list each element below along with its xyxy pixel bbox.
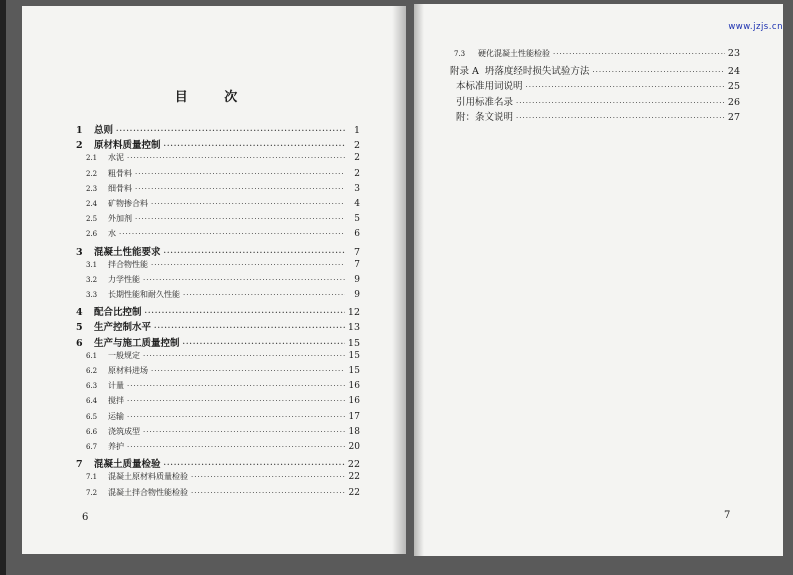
toc-list-right [450, 48, 740, 124]
dot-leader [135, 215, 345, 223]
toc-entry[interactable] [76, 244, 360, 259]
left-page [22, 6, 406, 554]
dot-leader [164, 141, 345, 150]
toc-entry-page: 16 [348, 396, 360, 407]
dot-leader [119, 230, 345, 238]
toc-entry-title: 混凝土性能要求 [94, 246, 161, 258]
toc-entry[interactable] [76, 137, 360, 152]
toc-entry-title: 水泥 [108, 153, 124, 163]
toc-entry-page: 22 [347, 459, 360, 471]
toc-entry-page: 18 [348, 426, 360, 437]
toc-entry-title: 原材料进场 [108, 366, 148, 375]
dot-leader [592, 68, 725, 76]
toc-entry-title: 引用标准名录 [456, 96, 514, 108]
toc-entry[interactable] [76, 228, 360, 243]
page-number-right: 7 [724, 510, 731, 521]
dot-leader [164, 248, 345, 257]
toc-entry[interactable] [76, 411, 360, 426]
toc-entry[interactable] [76, 471, 360, 486]
toc-entry[interactable] [76, 213, 360, 228]
dot-leader [127, 154, 345, 162]
spine-shadow [414, 4, 424, 556]
dot-leader [116, 126, 345, 135]
dot-leader [526, 83, 725, 91]
dot-leader [151, 200, 345, 208]
dot-leader [553, 50, 725, 58]
toc-entry-page: 1 [353, 125, 360, 136]
dot-leader [151, 261, 345, 269]
toc-entry-page: 15 [347, 337, 360, 349]
toc-entry[interactable] [76, 183, 360, 198]
toc-entry-title: 搅拌 [108, 396, 124, 406]
toc-entry[interactable] [76, 289, 360, 304]
toc-entry-title: 生产与施工质量控制 [94, 337, 180, 349]
toc-entry[interactable] [76, 350, 360, 365]
toc-entry-page: 15 [348, 366, 360, 376]
dot-leader [127, 382, 345, 390]
toc-entry-title: 混凝土拌合物性能检验 [108, 487, 188, 497]
toc-entry-title: 混凝土原材料质量检验 [108, 472, 188, 482]
toc-entry-title: 原材料质量控制 [94, 140, 161, 152]
toc-entry[interactable] [76, 335, 360, 350]
toc-entry-title: 外加剂 [108, 214, 132, 224]
toc-entry-number: 2.6 [86, 230, 98, 239]
toc-entry-number: 6.5 [86, 412, 98, 421]
toc-entry-number: 7.1 [86, 473, 98, 482]
dot-leader [135, 185, 345, 193]
toc-entry-page: 25 [727, 81, 740, 93]
toc-entry[interactable] [76, 168, 360, 183]
toc-entry-number: 7.2 [86, 488, 98, 497]
toc-entry[interactable] [76, 441, 360, 456]
toc-entry-number: 3.1 [86, 260, 98, 269]
toc-entry-page: 7 [353, 246, 360, 258]
toc-entry[interactable] [76, 319, 360, 334]
toc-entry[interactable] [76, 198, 360, 213]
toc-entry-title: 矿物掺合料 [108, 198, 148, 208]
toc-entry-page: 2 [353, 140, 360, 152]
toc-entry-page: 26 [727, 96, 740, 108]
toc-entry-number: 6.2 [86, 367, 98, 375]
dot-leader [145, 308, 345, 317]
dot-leader [516, 99, 725, 107]
toc-entry-number: 6.7 [86, 442, 98, 451]
toc-entry-number: 2.5 [86, 215, 98, 224]
dot-leader [154, 323, 345, 332]
toc-entry-number: 1 [76, 125, 83, 136]
toc-entry-title: 水 [108, 229, 116, 239]
toc-entry-number: 2.3 [86, 184, 98, 193]
toc-entry-title: 粗骨料 [108, 168, 132, 178]
toc-entry-page: 9 [354, 274, 360, 285]
toc-entry-page: 3 [354, 183, 360, 194]
toc-entry-page: 4 [354, 198, 360, 209]
toc-entry-page: 9 [354, 290, 360, 301]
toc-entry[interactable] [76, 365, 360, 380]
toc-entry[interactable] [76, 395, 360, 410]
toc-entry-title: 拌合物性能 [108, 259, 148, 269]
toc-entry[interactable] [450, 78, 740, 93]
toc-entry-number: 3.3 [86, 291, 98, 300]
toc-entry-title: 坍落度经时损失试验方法 [484, 66, 590, 78]
dot-leader [191, 489, 345, 497]
page-number-left: 6 [82, 512, 89, 523]
toc-entry-title: 力学性能 [108, 274, 140, 284]
toc-entry[interactable] [76, 426, 360, 441]
dot-leader [191, 473, 345, 481]
toc-entry-number: 4 [76, 307, 83, 319]
toc-entry-page: 22 [348, 472, 360, 483]
toc-entry-title: 附：条文说明 [456, 111, 514, 123]
toc-entry[interactable] [76, 259, 360, 274]
toc-entry-title: 浇筑成型 [108, 426, 140, 436]
toc-entry-page: 2 [354, 168, 360, 179]
dot-leader [516, 114, 725, 122]
toc-entry-number: 5 [76, 322, 83, 334]
toc-entry-number: 7 [76, 459, 83, 471]
toc-entry-page: 6 [354, 229, 360, 240]
toc-entry-number: 6.6 [86, 427, 98, 436]
toc-entry-title: 混凝土质量检验 [94, 459, 161, 471]
toc-entry-number: 2.4 [86, 199, 98, 208]
toc-entry-title: 硬化混凝土性能检验 [478, 49, 550, 58]
toc-entry-number: 附录 A [450, 66, 479, 78]
toc-entry[interactable] [76, 304, 360, 319]
dot-leader [127, 443, 345, 451]
toc-entry[interactable] [450, 94, 740, 109]
toc-entry-page: 15 [348, 350, 360, 361]
toc-entry-page: 2 [354, 153, 360, 164]
toc-entry[interactable] [450, 48, 740, 63]
toc-entry-title: 本标准用词说明 [456, 81, 523, 93]
toc-entry-number: 6.4 [86, 397, 98, 406]
dot-leader [164, 460, 345, 469]
toc-entry-page: 24 [727, 66, 740, 78]
toc-entry-number: 2.2 [86, 169, 98, 178]
toc-entry[interactable] [450, 109, 740, 124]
dot-leader [143, 428, 345, 436]
toc-entry-number: 6 [76, 337, 83, 349]
toc-entry-title: 运输 [108, 411, 124, 421]
toc-entry-title: 配合比控制 [94, 307, 142, 319]
toc-entry-page: 27 [727, 111, 740, 123]
toc-entry-number: 3 [76, 246, 83, 258]
toc-list-left [76, 122, 360, 502]
toc-entry-title: 一般规定 [108, 350, 140, 360]
toc-entry[interactable] [450, 63, 740, 78]
dot-leader [151, 367, 345, 375]
toc-entry-title: 养护 [108, 441, 124, 451]
toc-entry-number: 6.3 [86, 382, 98, 391]
dot-leader [127, 397, 345, 405]
toc-entry[interactable] [76, 152, 360, 167]
toc-entry-title: 生产控制水平 [94, 322, 152, 334]
dot-leader [183, 339, 345, 348]
toc-entry-title: 总则 [94, 125, 114, 136]
toc-entry-page: 13 [347, 322, 360, 334]
toc-entry-page: 17 [348, 411, 360, 422]
dot-leader [143, 276, 345, 284]
toc-entry-number: 7.3 [454, 50, 466, 58]
dot-leader [135, 170, 345, 178]
toc-entry-number: 2.1 [86, 154, 98, 163]
toc-entry-title: 计量 [108, 381, 124, 391]
toc-entry-page: 12 [347, 307, 360, 319]
toc-entry-number: 6.1 [86, 351, 98, 360]
toc-entry-page: 7 [354, 259, 360, 270]
toc-entry-title: 细骨料 [108, 183, 132, 193]
dot-leader [143, 352, 345, 360]
dot-leader [183, 291, 345, 299]
toc-heading: 目 次 [174, 90, 254, 105]
toc-entry-page: 22 [348, 487, 360, 498]
toc-entry-page: 23 [727, 48, 740, 59]
toc-entry[interactable] [76, 380, 360, 395]
scan-edge [0, 0, 6, 575]
toc-entry-title: 长期性能和耐久性能 [108, 290, 180, 300]
toc-entry-page: 5 [354, 214, 360, 225]
toc-entry-number: 3.2 [86, 275, 98, 284]
right-page [414, 4, 783, 556]
toc-entry[interactable] [76, 122, 360, 137]
toc-entry-number: 2 [76, 140, 83, 152]
toc-entry[interactable] [76, 456, 360, 471]
toc-entry-page: 16 [348, 381, 360, 392]
toc-entry[interactable] [76, 274, 360, 289]
spine-shadow [392, 6, 406, 554]
toc-entry[interactable] [76, 487, 360, 502]
dot-leader [127, 413, 345, 421]
watermark-url: www.jzjs.cn [728, 22, 783, 32]
toc-entry-page: 20 [348, 441, 360, 452]
